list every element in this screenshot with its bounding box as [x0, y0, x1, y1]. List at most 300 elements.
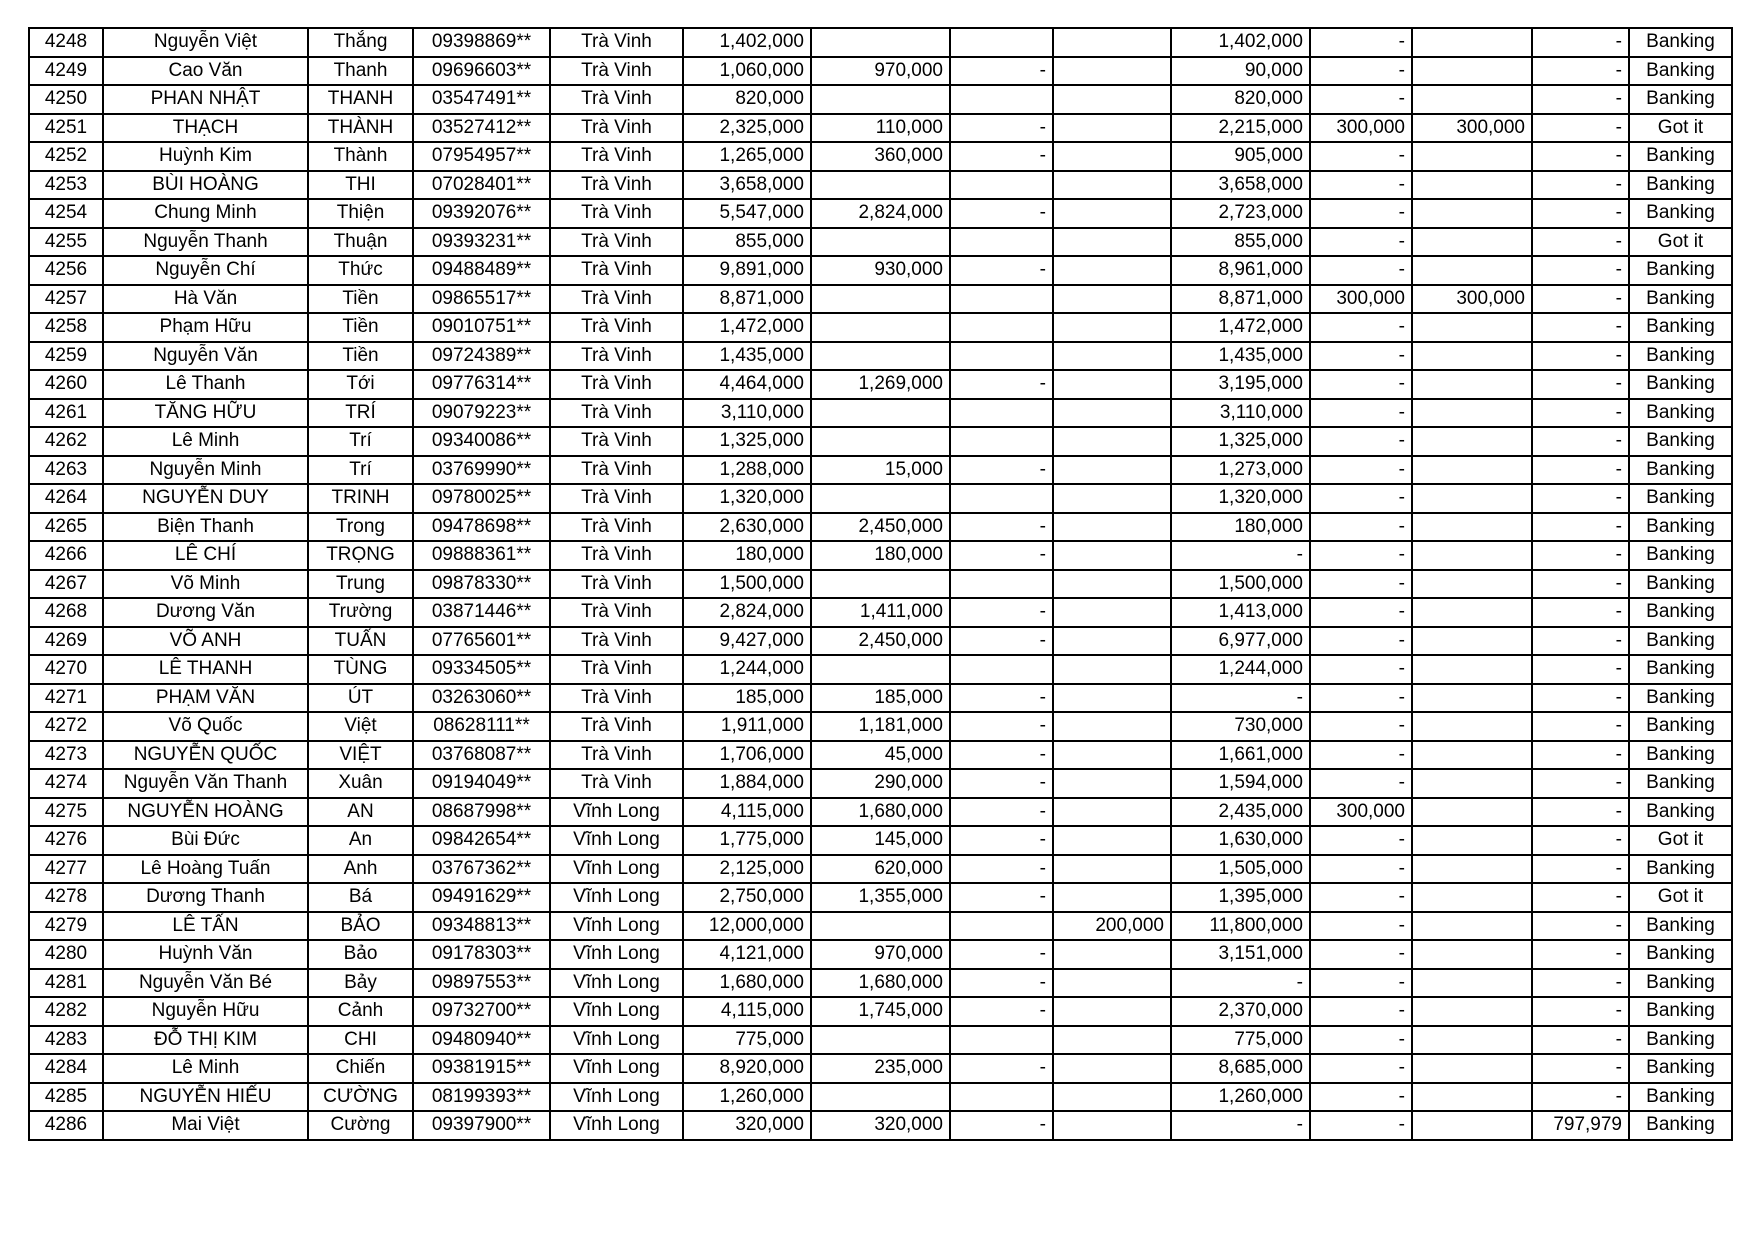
deduction-amount-cell: 360,000: [811, 142, 950, 171]
adjustment-amount-cell: [1053, 484, 1171, 513]
deduction-flag-cell: [950, 28, 1053, 57]
given-name-cell: Lê Hoàng Tuấn: [103, 855, 308, 884]
phone-cell: 09696603**: [413, 57, 550, 86]
total-amount-cell: 820,000: [683, 85, 811, 114]
id-cell: 4262: [29, 427, 103, 456]
bonus-paid-cell: [1412, 142, 1532, 171]
deduction-flag-cell: -: [950, 114, 1053, 143]
phone-cell: 03769990**: [413, 456, 550, 485]
net-amount-cell: 1,402,000: [1171, 28, 1310, 57]
bonus-amount-cell: -: [1310, 883, 1412, 912]
balance-cell: -: [1532, 1083, 1629, 1112]
adjustment-amount-cell: [1053, 1111, 1171, 1140]
id-cell: 4275: [29, 798, 103, 827]
table-row: [29, 456, 1732, 485]
first-name-cell: TRÍ: [308, 399, 413, 428]
phone-cell: 09776314**: [413, 370, 550, 399]
balance-cell: -: [1532, 855, 1629, 884]
total-amount-cell: 1,680,000: [683, 969, 811, 998]
first-name-cell: Thanh: [308, 57, 413, 86]
total-amount-cell: 4,115,000: [683, 798, 811, 827]
balance-cell: -: [1532, 171, 1629, 200]
first-name-cell: Thắng: [308, 28, 413, 57]
adjustment-amount-cell: [1053, 399, 1171, 428]
net-amount-cell: 3,110,000: [1171, 399, 1310, 428]
deduction-flag-cell: -: [950, 1111, 1053, 1140]
total-amount-cell: 1,706,000: [683, 741, 811, 770]
phone-cell: 09178303**: [413, 940, 550, 969]
province-cell: Trà Vinh: [550, 627, 683, 656]
bonus-paid-cell: [1412, 427, 1532, 456]
first-name-cell: THANH: [308, 85, 413, 114]
bonus-amount-cell: -: [1310, 484, 1412, 513]
deduction-amount-cell: 110,000: [811, 114, 950, 143]
adjustment-amount-cell: [1053, 57, 1171, 86]
table-row: [29, 1111, 1732, 1140]
balance-cell: -: [1532, 741, 1629, 770]
id-cell: 4276: [29, 826, 103, 855]
province-cell: Vĩnh Long: [550, 1083, 683, 1112]
adjustment-amount-cell: [1053, 1054, 1171, 1083]
payment-method-cell: Banking: [1629, 798, 1732, 827]
adjustment-amount-cell: [1053, 855, 1171, 884]
payment-method-cell: Banking: [1629, 85, 1732, 114]
payment-method-cell: Banking: [1629, 969, 1732, 998]
deduction-flag-cell: [950, 171, 1053, 200]
id-cell: 4285: [29, 1083, 103, 1112]
payment-method-cell: Banking: [1629, 684, 1732, 713]
first-name-cell: TRỌNG: [308, 541, 413, 570]
province-cell: Trà Vinh: [550, 114, 683, 143]
phone-cell: 09888361**: [413, 541, 550, 570]
given-name-cell: Võ Minh: [103, 570, 308, 599]
adjustment-amount-cell: [1053, 199, 1171, 228]
balance-cell: -: [1532, 541, 1629, 570]
bonus-amount-cell: -: [1310, 855, 1412, 884]
table-row: [29, 427, 1732, 456]
province-cell: Vĩnh Long: [550, 855, 683, 884]
table-row: [29, 912, 1732, 941]
first-name-cell: BẢO: [308, 912, 413, 941]
deduction-flag-cell: [950, 427, 1053, 456]
balance-cell: -: [1532, 456, 1629, 485]
phone-cell: 09897553**: [413, 969, 550, 998]
net-amount-cell: 775,000: [1171, 1026, 1310, 1055]
adjustment-amount-cell: [1053, 1083, 1171, 1112]
net-amount-cell: 8,685,000: [1171, 1054, 1310, 1083]
balance-cell: -: [1532, 883, 1629, 912]
payment-method-cell: Banking: [1629, 285, 1732, 314]
total-amount-cell: 1,472,000: [683, 313, 811, 342]
province-cell: Vĩnh Long: [550, 798, 683, 827]
total-amount-cell: 4,121,000: [683, 940, 811, 969]
total-amount-cell: 8,920,000: [683, 1054, 811, 1083]
deduction-amount-cell: [811, 342, 950, 371]
payment-method-cell: Got it: [1629, 114, 1732, 143]
province-cell: Trà Vinh: [550, 541, 683, 570]
balance-cell: -: [1532, 570, 1629, 599]
table-row: [29, 399, 1732, 428]
first-name-cell: TUẤN: [308, 627, 413, 656]
total-amount-cell: 9,427,000: [683, 627, 811, 656]
net-amount-cell: 1,244,000: [1171, 655, 1310, 684]
adjustment-amount-cell: [1053, 114, 1171, 143]
bonus-amount-cell: -: [1310, 1111, 1412, 1140]
total-amount-cell: 1,060,000: [683, 57, 811, 86]
payment-method-cell: Got it: [1629, 826, 1732, 855]
adjustment-amount-cell: [1053, 427, 1171, 456]
balance-cell: -: [1532, 342, 1629, 371]
bonus-paid-cell: [1412, 228, 1532, 257]
phone-cell: 08628111**: [413, 712, 550, 741]
deduction-amount-cell: [811, 313, 950, 342]
province-cell: Trà Vinh: [550, 712, 683, 741]
table-row: [29, 1083, 1732, 1112]
table-row: [29, 313, 1732, 342]
adjustment-amount-cell: [1053, 342, 1171, 371]
total-amount-cell: 2,824,000: [683, 598, 811, 627]
bonus-amount-cell: -: [1310, 313, 1412, 342]
phone-cell: 03547491**: [413, 85, 550, 114]
phone-cell: 09480940**: [413, 1026, 550, 1055]
table-row: [29, 598, 1732, 627]
deduction-flag-cell: -: [950, 741, 1053, 770]
payment-method-cell: Banking: [1629, 427, 1732, 456]
bonus-amount-cell: 300,000: [1310, 285, 1412, 314]
total-amount-cell: 1,265,000: [683, 142, 811, 171]
phone-cell: 09348813**: [413, 912, 550, 941]
balance-cell: -: [1532, 969, 1629, 998]
table-row: [29, 741, 1732, 770]
bonus-amount-cell: -: [1310, 399, 1412, 428]
balance-cell: -: [1532, 228, 1629, 257]
deduction-amount-cell: 2,450,000: [811, 627, 950, 656]
id-cell: 4280: [29, 940, 103, 969]
deduction-flag-cell: -: [950, 456, 1053, 485]
phone-cell: 09865517**: [413, 285, 550, 314]
id-cell: 4271: [29, 684, 103, 713]
bonus-amount-cell: -: [1310, 85, 1412, 114]
total-amount-cell: 12,000,000: [683, 912, 811, 941]
balance-cell: -: [1532, 142, 1629, 171]
bonus-amount-cell: -: [1310, 655, 1412, 684]
net-amount-cell: 1,273,000: [1171, 456, 1310, 485]
table-row: [29, 798, 1732, 827]
deduction-amount-cell: [811, 427, 950, 456]
province-cell: Trà Vinh: [550, 598, 683, 627]
table-row: [29, 85, 1732, 114]
first-name-cell: Chiến: [308, 1054, 413, 1083]
province-cell: Vĩnh Long: [550, 969, 683, 998]
deduction-flag-cell: -: [950, 969, 1053, 998]
given-name-cell: NGUYỄN HOÀNG: [103, 798, 308, 827]
province-cell: Trà Vinh: [550, 285, 683, 314]
payment-method-cell: Banking: [1629, 57, 1732, 86]
deduction-amount-cell: 145,000: [811, 826, 950, 855]
adjustment-amount-cell: 200,000: [1053, 912, 1171, 941]
province-cell: Vĩnh Long: [550, 997, 683, 1026]
adjustment-amount-cell: [1053, 228, 1171, 257]
given-name-cell: Nguyễn Văn: [103, 342, 308, 371]
deduction-amount-cell: 290,000: [811, 769, 950, 798]
total-amount-cell: 1,325,000: [683, 427, 811, 456]
adjustment-amount-cell: [1053, 741, 1171, 770]
given-name-cell: NGUYỄN DUY: [103, 484, 308, 513]
net-amount-cell: 90,000: [1171, 57, 1310, 86]
table-row: [29, 142, 1732, 171]
payment-method-cell: Banking: [1629, 741, 1732, 770]
total-amount-cell: 4,464,000: [683, 370, 811, 399]
id-cell: 4268: [29, 598, 103, 627]
net-amount-cell: 730,000: [1171, 712, 1310, 741]
adjustment-amount-cell: [1053, 28, 1171, 57]
bonus-amount-cell: -: [1310, 598, 1412, 627]
given-name-cell: Lê Thanh: [103, 370, 308, 399]
net-amount-cell: -: [1171, 1111, 1310, 1140]
net-amount-cell: 1,472,000: [1171, 313, 1310, 342]
adjustment-amount-cell: [1053, 456, 1171, 485]
bonus-amount-cell: -: [1310, 256, 1412, 285]
adjustment-amount-cell: [1053, 1026, 1171, 1055]
deduction-amount-cell: 970,000: [811, 57, 950, 86]
total-amount-cell: 2,750,000: [683, 883, 811, 912]
bonus-paid-cell: [1412, 969, 1532, 998]
adjustment-amount-cell: [1053, 570, 1171, 599]
given-name-cell: Huỳnh Kim: [103, 142, 308, 171]
phone-cell: 09079223**: [413, 399, 550, 428]
province-cell: Trà Vinh: [550, 684, 683, 713]
given-name-cell: Mai Việt: [103, 1111, 308, 1140]
id-cell: 4272: [29, 712, 103, 741]
bonus-amount-cell: -: [1310, 1026, 1412, 1055]
table-row: [29, 541, 1732, 570]
total-amount-cell: 1,775,000: [683, 826, 811, 855]
total-amount-cell: 1,911,000: [683, 712, 811, 741]
adjustment-amount-cell: [1053, 256, 1171, 285]
net-amount-cell: 2,723,000: [1171, 199, 1310, 228]
given-name-cell: Huỳnh Văn: [103, 940, 308, 969]
payment-method-cell: Banking: [1629, 598, 1732, 627]
first-name-cell: Trong: [308, 513, 413, 542]
table-row: [29, 940, 1732, 969]
table-row: [29, 655, 1732, 684]
bonus-amount-cell: -: [1310, 456, 1412, 485]
adjustment-amount-cell: [1053, 798, 1171, 827]
table-row: [29, 570, 1732, 599]
deduction-flag-cell: [950, 285, 1053, 314]
total-amount-cell: 1,244,000: [683, 655, 811, 684]
deduction-flag-cell: -: [950, 199, 1053, 228]
bonus-paid-cell: [1412, 456, 1532, 485]
table-row: [29, 342, 1732, 371]
first-name-cell: Thiện: [308, 199, 413, 228]
id-cell: 4265: [29, 513, 103, 542]
balance-cell: -: [1532, 655, 1629, 684]
total-amount-cell: 3,110,000: [683, 399, 811, 428]
balance-cell: -: [1532, 912, 1629, 941]
adjustment-amount-cell: [1053, 513, 1171, 542]
bonus-amount-cell: -: [1310, 712, 1412, 741]
province-cell: Trà Vinh: [550, 57, 683, 86]
bonus-paid-cell: [1412, 997, 1532, 1026]
balance-cell: -: [1532, 114, 1629, 143]
payment-method-cell: Banking: [1629, 199, 1732, 228]
deduction-flag-cell: -: [950, 541, 1053, 570]
deduction-amount-cell: [811, 655, 950, 684]
adjustment-amount-cell: [1053, 940, 1171, 969]
table-row: [29, 855, 1732, 884]
id-cell: 4263: [29, 456, 103, 485]
balance-cell: -: [1532, 826, 1629, 855]
deduction-amount-cell: 180,000: [811, 541, 950, 570]
phone-cell: 07954957**: [413, 142, 550, 171]
table-row: [29, 114, 1732, 143]
phone-cell: 09491629**: [413, 883, 550, 912]
bonus-paid-cell: [1412, 28, 1532, 57]
deduction-flag-cell: -: [950, 684, 1053, 713]
table-row: [29, 684, 1732, 713]
net-amount-cell: 1,594,000: [1171, 769, 1310, 798]
phone-cell: 09780025**: [413, 484, 550, 513]
given-name-cell: Nguyễn Chí: [103, 256, 308, 285]
net-amount-cell: 3,658,000: [1171, 171, 1310, 200]
id-cell: 4249: [29, 57, 103, 86]
bonus-paid-cell: 300,000: [1412, 114, 1532, 143]
bonus-amount-cell: -: [1310, 912, 1412, 941]
net-amount-cell: 1,413,000: [1171, 598, 1310, 627]
deduction-amount-cell: [811, 85, 950, 114]
net-amount-cell: 1,320,000: [1171, 484, 1310, 513]
payment-method-cell: Banking: [1629, 171, 1732, 200]
net-amount-cell: 2,215,000: [1171, 114, 1310, 143]
given-name-cell: LÊ CHÍ: [103, 541, 308, 570]
deduction-amount-cell: 1,411,000: [811, 598, 950, 627]
bonus-amount-cell: -: [1310, 1083, 1412, 1112]
bonus-amount-cell: -: [1310, 997, 1412, 1026]
table-row: [29, 484, 1732, 513]
balance-cell: -: [1532, 684, 1629, 713]
id-cell: 4279: [29, 912, 103, 941]
adjustment-amount-cell: [1053, 684, 1171, 713]
province-cell: Trà Vinh: [550, 142, 683, 171]
phone-cell: 07765601**: [413, 627, 550, 656]
net-amount-cell: 1,661,000: [1171, 741, 1310, 770]
first-name-cell: Anh: [308, 855, 413, 884]
given-name-cell: Phạm Hữu: [103, 313, 308, 342]
bonus-amount-cell: -: [1310, 199, 1412, 228]
balance-cell: -: [1532, 57, 1629, 86]
balance-cell: -: [1532, 513, 1629, 542]
given-name-cell: TĂNG HỮU: [103, 399, 308, 428]
bonus-paid-cell: [1412, 570, 1532, 599]
phone-cell: 09488489**: [413, 256, 550, 285]
first-name-cell: ÚT: [308, 684, 413, 713]
id-cell: 4252: [29, 142, 103, 171]
id-cell: 4258: [29, 313, 103, 342]
deduction-flag-cell: -: [950, 712, 1053, 741]
deduction-amount-cell: 1,355,000: [811, 883, 950, 912]
total-amount-cell: 5,547,000: [683, 199, 811, 228]
table-row: [29, 28, 1732, 57]
payment-method-cell: Banking: [1629, 655, 1732, 684]
deduction-flag-cell: -: [950, 769, 1053, 798]
bonus-amount-cell: -: [1310, 342, 1412, 371]
table-row: [29, 1054, 1732, 1083]
balance-cell: -: [1532, 427, 1629, 456]
province-cell: Trà Vinh: [550, 456, 683, 485]
balance-cell: -: [1532, 997, 1629, 1026]
balance-cell: 797,979: [1532, 1111, 1629, 1140]
first-name-cell: Trường: [308, 598, 413, 627]
net-amount-cell: 1,325,000: [1171, 427, 1310, 456]
given-name-cell: PHẠM VĂN: [103, 684, 308, 713]
total-amount-cell: 2,630,000: [683, 513, 811, 542]
net-amount-cell: 8,871,000: [1171, 285, 1310, 314]
id-cell: 4254: [29, 199, 103, 228]
payment-method-cell: Banking: [1629, 256, 1732, 285]
phone-cell: 09878330**: [413, 570, 550, 599]
given-name-cell: NGUYỄN QUỐC: [103, 741, 308, 770]
table-row: [29, 228, 1732, 257]
id-cell: 4274: [29, 769, 103, 798]
deduction-flag-cell: [950, 399, 1053, 428]
table-row: [29, 826, 1732, 855]
province-cell: Trà Vinh: [550, 741, 683, 770]
payment-method-cell: Banking: [1629, 855, 1732, 884]
id-cell: 4256: [29, 256, 103, 285]
given-name-cell: Dương Văn: [103, 598, 308, 627]
given-name-cell: LÊ THANH: [103, 655, 308, 684]
table-row: [29, 1026, 1732, 1055]
balance-cell: -: [1532, 370, 1629, 399]
adjustment-amount-cell: [1053, 826, 1171, 855]
deduction-flag-cell: [950, 912, 1053, 941]
total-amount-cell: 855,000: [683, 228, 811, 257]
deduction-amount-cell: 185,000: [811, 684, 950, 713]
net-amount-cell: 820,000: [1171, 85, 1310, 114]
deduction-amount-cell: 320,000: [811, 1111, 950, 1140]
total-amount-cell: 2,125,000: [683, 855, 811, 884]
given-name-cell: Nguyễn Văn Thanh: [103, 769, 308, 798]
bonus-amount-cell: -: [1310, 940, 1412, 969]
bonus-amount-cell: -: [1310, 684, 1412, 713]
phone-cell: 03527412**: [413, 114, 550, 143]
province-cell: Vĩnh Long: [550, 826, 683, 855]
net-amount-cell: -: [1171, 541, 1310, 570]
bonus-paid-cell: [1412, 598, 1532, 627]
payment-method-cell: Banking: [1629, 712, 1732, 741]
id-cell: 4286: [29, 1111, 103, 1140]
first-name-cell: An: [308, 826, 413, 855]
first-name-cell: Trí: [308, 427, 413, 456]
total-amount-cell: 1,500,000: [683, 570, 811, 599]
province-cell: Trà Vinh: [550, 370, 683, 399]
id-cell: 4251: [29, 114, 103, 143]
given-name-cell: Nguyễn Văn Bé: [103, 969, 308, 998]
payment-method-cell: Banking: [1629, 399, 1732, 428]
bonus-paid-cell: 300,000: [1412, 285, 1532, 314]
given-name-cell: Chung Minh: [103, 199, 308, 228]
net-amount-cell: 11,800,000: [1171, 912, 1310, 941]
bonus-paid-cell: [1412, 370, 1532, 399]
payment-method-cell: Banking: [1629, 570, 1732, 599]
payment-method-cell: Banking: [1629, 313, 1732, 342]
province-cell: Trà Vinh: [550, 342, 683, 371]
payment-method-cell: Banking: [1629, 541, 1732, 570]
bonus-paid-cell: [1412, 684, 1532, 713]
id-cell: 4284: [29, 1054, 103, 1083]
deduction-flag-cell: -: [950, 798, 1053, 827]
